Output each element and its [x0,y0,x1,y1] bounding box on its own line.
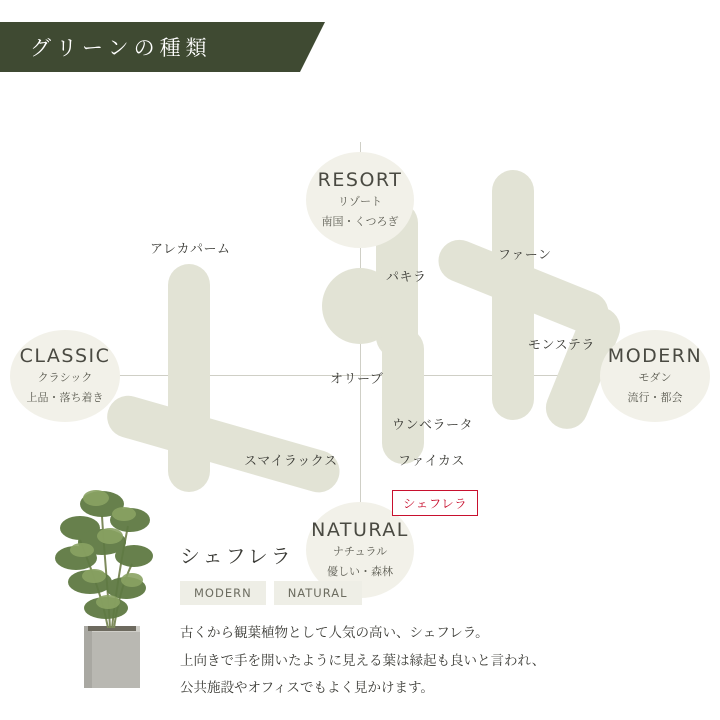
plant-label-fern: ファーン [498,247,552,262]
pole-modern-jp1: モダン [638,372,672,385]
plant-label-olive: オリーブ [330,371,384,386]
pole-natural-jp1: ナチュラル [332,546,388,559]
pole-resort-jp1: リゾート [338,196,382,209]
plant-label-umbellata: ウンベラータ [392,417,474,432]
pole-classic-jp1: クラシック [37,372,93,385]
description-line-2: 上向きで手を開いたように見える葉は縁起も良いと言われ、 [180,652,546,668]
plant-tags [180,581,700,605]
pole-modern [600,330,710,422]
schefflera-photo [46,430,166,700]
header-ribbon [0,22,300,72]
tag-modern: MODERN [180,581,266,605]
page-title: グリーンの種類 [30,36,212,60]
pole-modern-jp2: 流行・都会 [627,392,683,405]
pole-classic-en: CLASSIC [19,344,111,367]
description-block [180,540,700,704]
ribbon-notch [300,22,325,72]
plant-description [180,621,700,700]
description-line-3: 公共施設やオフィスでもよく見かけます。 [180,680,434,696]
pole-classic-jp2: 上品・落ち着き [26,392,104,405]
pole-natural-jp2: 優しい・森林 [327,566,393,579]
plant-name: シェフレラ [180,546,294,568]
pole-natural-en: NATURAL [311,518,409,541]
plant-label-pachira: パキラ [386,269,427,284]
tag-natural: NATURAL [274,581,362,605]
capsule-ficus [382,328,424,464]
plant-label-monstera: モンステラ [528,337,595,352]
pole-modern-en: MODERN [607,344,703,367]
pole-resort-en: RESORT [317,168,403,191]
plant-label-schefflera-selected[interactable]: シェフレラ [392,490,478,516]
pole-resort [306,152,414,248]
description-line-1: 古くから観葉植物として人気の高い、シェフレラ。 [180,625,489,640]
plant-label-ficus: ファイカス [398,453,465,468]
pole-classic [10,330,120,422]
plant-label-areca: アレカパーム [150,241,231,256]
pole-resort-jp2: 南国・くつろぎ [321,216,399,229]
plant-label-smilax: スマイラックス [244,453,338,468]
